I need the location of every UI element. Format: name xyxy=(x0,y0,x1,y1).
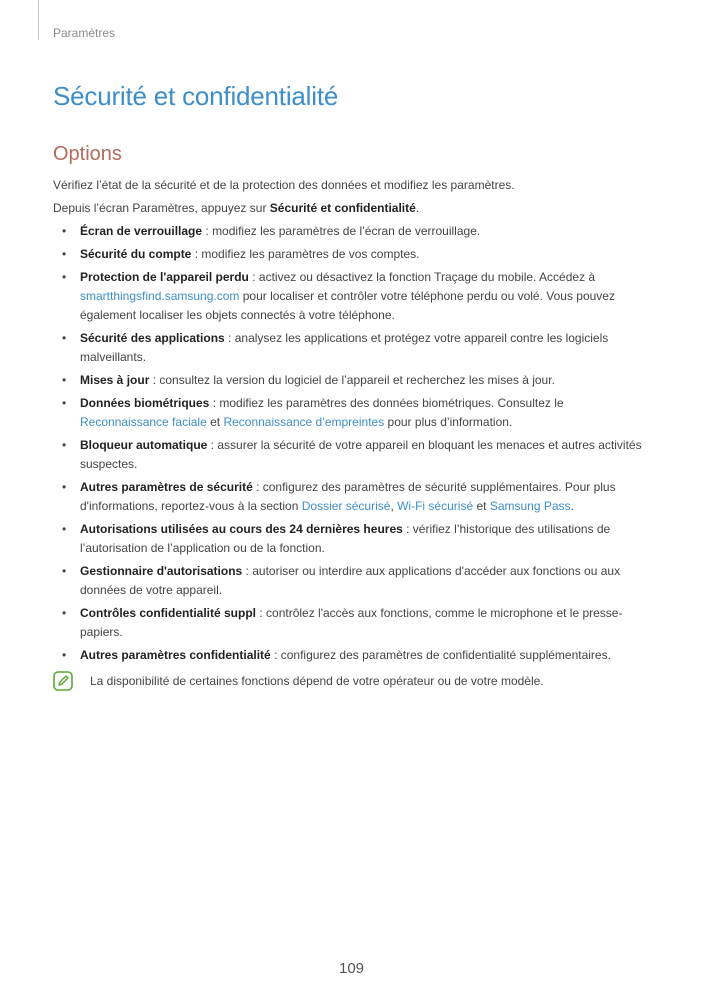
face-recognition-link[interactable]: Reconnaissance faciale xyxy=(80,415,207,429)
note-text: La disponibilité de certaines fonctions dépend de votre opérateur ou de votre modèle. xyxy=(90,674,544,688)
item-title: Autres paramètres confidentialité xyxy=(80,648,271,662)
item-title: Mises à jour xyxy=(80,373,150,387)
list-item xyxy=(53,329,653,367)
item-text: : assurer la sécurité de votre appareil en bloquant les menaces et autres activités suspectes. xyxy=(80,438,642,471)
item-title: Écran de verrouillage xyxy=(80,224,203,238)
secure-wifi-link[interactable]: Wi-Fi sécurisé xyxy=(397,499,474,513)
item-text: : configurez des paramètres de confidentialité supplémentaires. xyxy=(270,648,611,662)
item-text: : modifiez les paramètres de l’écran de verrouillage. xyxy=(202,224,481,238)
item-title: Autres paramètres de sécurité xyxy=(80,480,253,494)
item-text: pour plus d’information. xyxy=(384,415,513,429)
list-item xyxy=(53,478,653,516)
item-text: et xyxy=(206,415,224,429)
page-title: Sécurité et confidentialité xyxy=(53,81,339,111)
item-text: pour localiser et contrôler votre téléphone perdu ou volé. Vous pouvez également localiser les objets connectés à votre téléphone. xyxy=(80,289,615,322)
fingerprint-recognition-link[interactable]: Reconnaissance d’empreintes xyxy=(223,415,385,429)
list-item xyxy=(53,222,653,241)
item-title: Contrôles confidentialité suppl xyxy=(80,606,257,620)
item-title: Autorisations utilisées au cours des 24 dernières heures xyxy=(80,522,403,536)
item-title: Bloqueur automatique xyxy=(80,438,208,452)
item-text: : analysez les applications et protégez votre appareil contre les logiciels malveillants. xyxy=(80,331,609,364)
note xyxy=(53,671,653,693)
item-text: : contrôlez l'accès aux fonctions, comme le microphone et le presse-papiers. xyxy=(80,606,623,639)
list-item xyxy=(53,646,653,665)
item-text: : activez ou désactivez la fonction Traçage du mobile. Accédez à xyxy=(248,270,596,284)
secure-folder-link[interactable]: Dossier sécurisé xyxy=(301,499,391,513)
item-text: : vérifiez l’historique des utilisations de l’autorisation de l’application ou de la fonction. xyxy=(80,522,611,555)
item-title: Données biométriques xyxy=(80,396,210,410)
list-item xyxy=(53,268,653,325)
item-text: : modifiez les paramètres de vos comptes. xyxy=(191,247,420,261)
item-title: Gestionnaire d'autorisations xyxy=(80,564,243,578)
item-title: Sécurité des applications xyxy=(80,331,225,345)
intro-line-2 xyxy=(53,199,653,218)
item-text: : configurez des paramètres de sécurité supplémentaires. Pour plus d'informations, reportez-vous à la section xyxy=(80,480,616,513)
intro-line-1: Vérifiez l’état de la sécurité et de la protection des données et modifiez les paramètres. xyxy=(53,178,515,192)
item-text: , xyxy=(390,499,398,513)
list-item xyxy=(53,245,653,264)
item-text: . xyxy=(570,499,574,513)
options-list xyxy=(53,222,653,665)
item-title: Sécurité du compte xyxy=(80,247,192,261)
margin-rule xyxy=(38,0,39,40)
intro-line-2-suffix: . xyxy=(415,201,420,215)
list-item xyxy=(53,562,653,600)
smartthingsfind-link[interactable]: smartthingsfind.samsung.com xyxy=(80,289,240,303)
intro-line-2-bold: Sécurité et confidentialité xyxy=(269,201,416,215)
item-text: : consultez la version du logiciel de l’appareil et recherchez les mises à jour. xyxy=(149,373,555,387)
item-text: : modifiez les paramètres des données biométriques. Consultez le xyxy=(209,396,564,410)
list-item xyxy=(53,371,653,390)
intro-line-2-prefix: Depuis l’écran Paramètres, appuyez sur xyxy=(53,201,270,215)
item-text: : autoriser ou interdire aux applications d'accéder aux fonctions ou aux données de votre appareil. xyxy=(80,564,621,597)
item-title: Protection de l'appareil perdu xyxy=(80,270,249,284)
list-item xyxy=(53,436,653,474)
list-item xyxy=(53,394,653,432)
section-title: Options xyxy=(53,143,122,165)
samsung-pass-link[interactable]: Samsung Pass xyxy=(489,499,571,513)
list-item xyxy=(53,520,653,558)
page-number: 109 xyxy=(338,960,365,977)
content xyxy=(53,176,653,669)
note-pencil-icon xyxy=(53,671,73,691)
item-text: et xyxy=(473,499,490,513)
running-head: Paramètres xyxy=(53,26,116,40)
list-item xyxy=(53,604,653,642)
